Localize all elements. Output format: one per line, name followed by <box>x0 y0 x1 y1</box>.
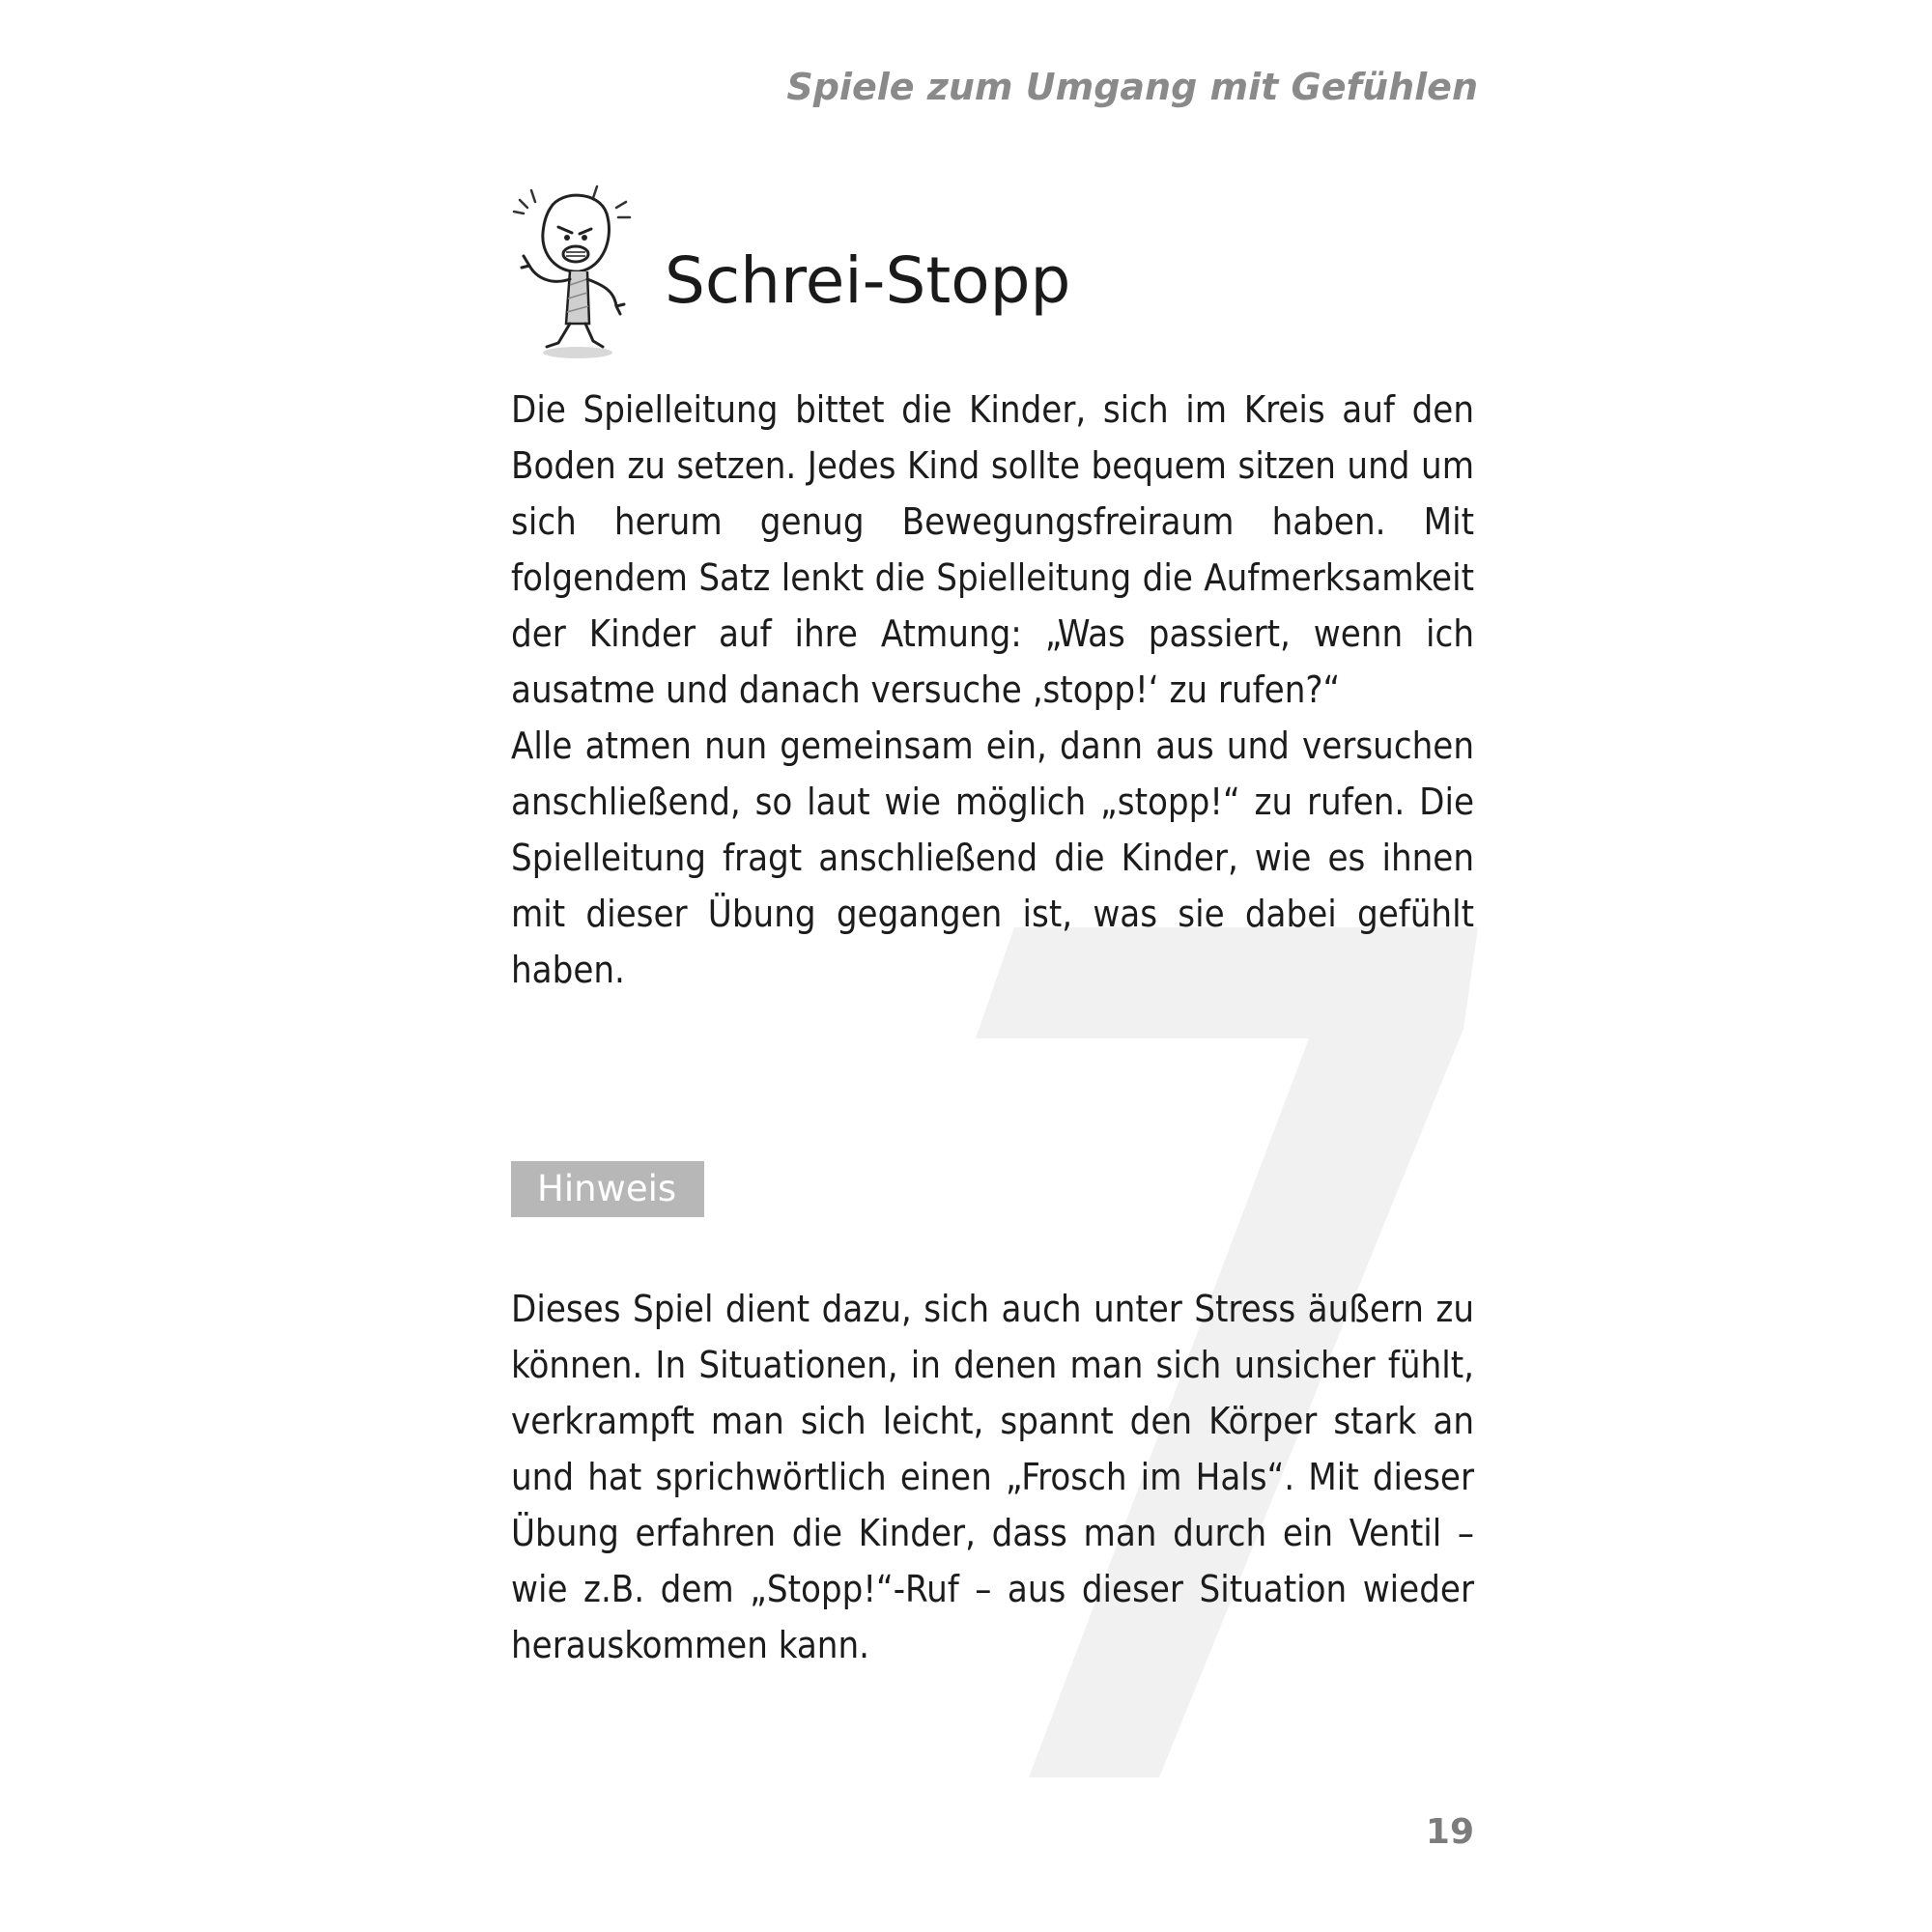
hint-text <box>511 1281 1474 1673</box>
hint-label: Hinweis <box>511 1161 704 1217</box>
hint-paragraph: Dieses Spiel dient dazu, sich auch unter Stress äußern zu können. In Situationen, in denen man sich unsicher fühlt, verkrampft man sich leicht, spannt den Körper stark an und hat sprichwörtlich einen „Frosch im Hals“. Mit dieser Übung erfahren die Kinder, dass man durch ein Ventil – wie z.B. dem „Stopp!“-Ruf – aus dieser Situation wieder herauskommen kann. <box>511 1288 1474 1666</box>
game-title: Schrei-Stopp <box>665 243 1071 318</box>
description-paragraph: Die Spielleitung bittet die Kinder, sich im Kreis auf den Boden zu setzen. Jedes Kind sollte bequem sitzen und um sich herum genug Bewegungsfreiraum haben. Mit folgendem Satz lenkt die Spielleitung die Aufmerksamkeit der Kinder auf ihre Atmung: „Was passiert, wenn ich ausatme und danach versuche ‚stopp!‘ zu rufen?“ <box>511 388 1474 711</box>
running-header: Spiele zum Umgang mit Gefühlen <box>786 66 1478 108</box>
angry-shouting-stick-figure-icon <box>502 179 647 362</box>
game-description <box>511 382 1474 998</box>
page-number: 19 <box>1425 1812 1474 1852</box>
description-paragraph: Alle atmen nun gemeinsam ein, dann aus und versuchen anschließend, so laut wie möglich „stopp!“ zu rufen. Die Spielleitung fragt anschließend die Kinder, wie es ihnen mit dieser Übung gegangen ist, was sie dabei gefühlt haben. <box>511 724 1474 991</box>
